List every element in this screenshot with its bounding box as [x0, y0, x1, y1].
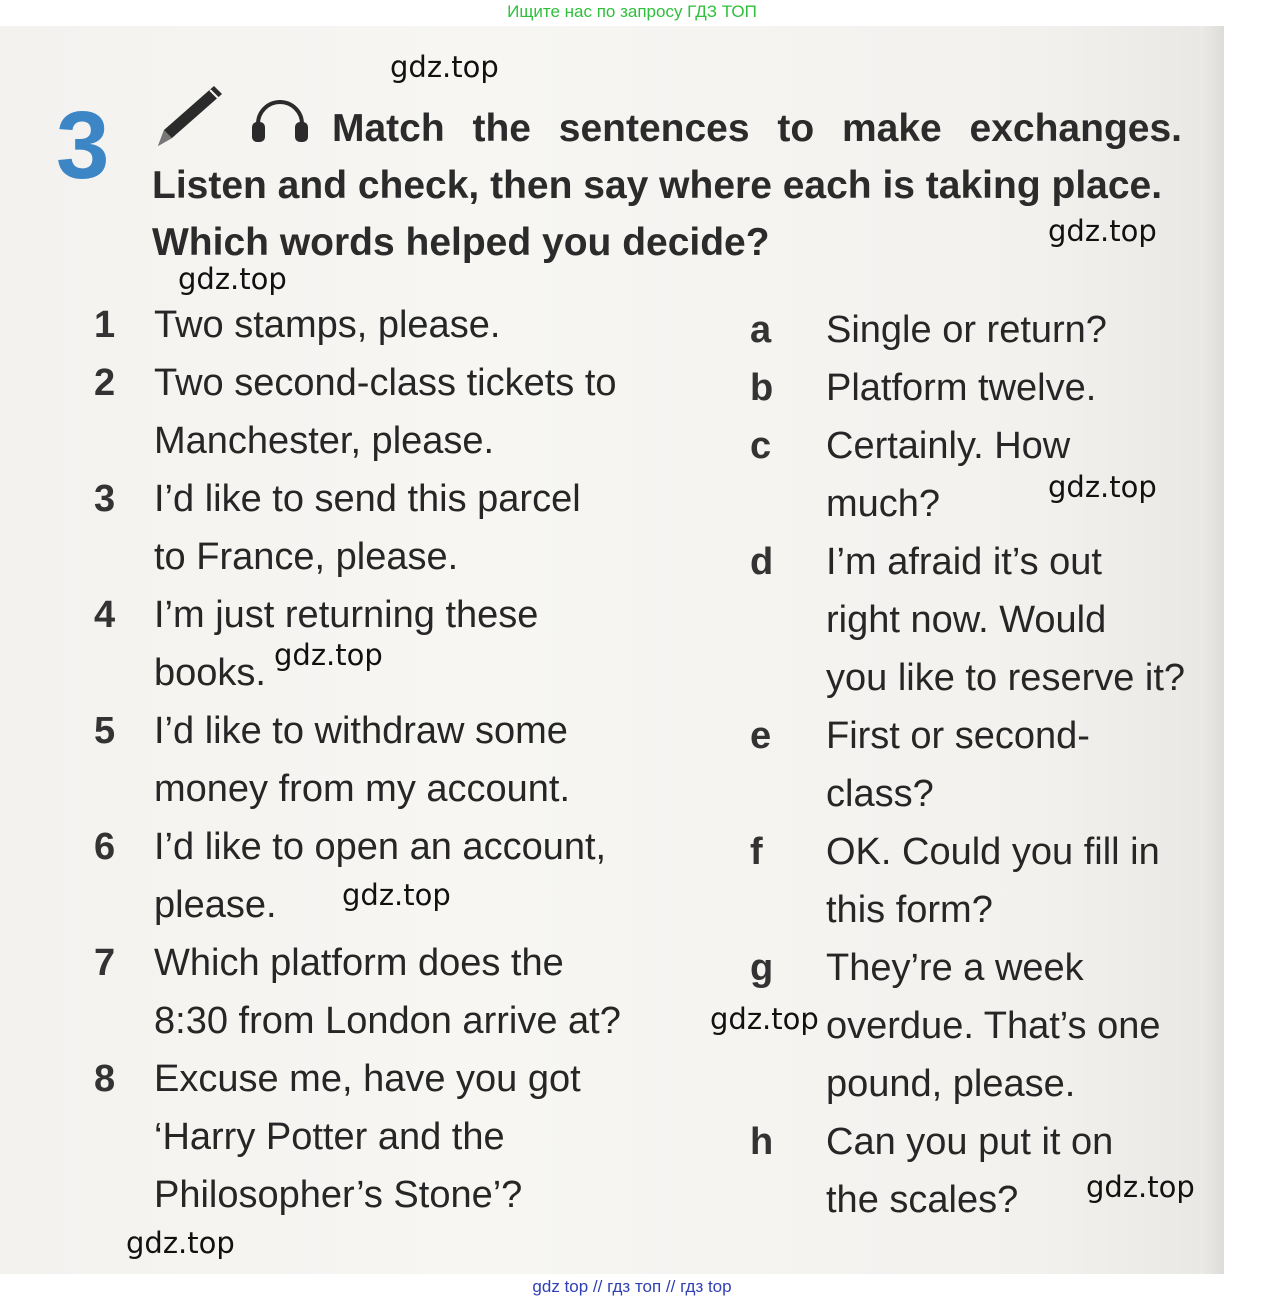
item-text: Philosopher’s Stone’?: [154, 1174, 523, 1216]
sentence-item-6: [94, 818, 714, 934]
item-text: Excuse me, have you got: [154, 1058, 581, 1100]
item-text: Two stamps, please.: [154, 304, 501, 346]
textbook-page: [0, 26, 1224, 1274]
item-text: I’m just returning these: [154, 594, 539, 636]
watermark: gdz.top: [342, 878, 451, 912]
watermark: gdz.top: [1048, 214, 1157, 248]
sentences-list: [94, 296, 714, 1224]
item-text: Single or return?: [826, 309, 1107, 351]
item-letter: c: [750, 425, 772, 467]
sentence-item-7: [94, 934, 714, 1050]
item-text: much?: [826, 483, 941, 525]
watermark: gdz.top: [178, 262, 287, 296]
item-letter: e: [750, 715, 772, 757]
item-number: 7: [94, 942, 116, 984]
item-text: I’d like to open an account,: [154, 826, 607, 868]
item-text: Certainly. How: [826, 425, 1071, 467]
item-text: this form?: [826, 889, 993, 931]
item-number: 6: [94, 826, 116, 868]
response-item-d: [750, 533, 1210, 707]
item-text: First or second-: [826, 715, 1090, 757]
responses-list: [750, 301, 1210, 1229]
item-letter: f: [750, 831, 763, 873]
item-letter: a: [750, 309, 772, 351]
watermark: gdz.top: [274, 638, 383, 672]
response-item-g: [750, 939, 1210, 1113]
item-text: Two second-class tickets to: [154, 362, 617, 404]
instruction-line-1: Match the sentences to make exchanges.: [332, 107, 1182, 150]
item-text: pound, please.: [826, 1063, 1076, 1105]
item-text: ‘Harry Potter and the: [154, 1116, 505, 1158]
item-number: 1: [94, 304, 116, 346]
watermark: gdz.top: [1048, 470, 1157, 504]
item-text: right now. Would: [826, 599, 1107, 641]
sentence-item-2: [94, 354, 714, 470]
sentence-item-5: [94, 702, 714, 818]
item-number: 4: [94, 594, 116, 636]
response-item-f: [750, 823, 1210, 939]
watermark: gdz.top: [390, 50, 499, 84]
item-text: Which platform does the: [154, 942, 564, 984]
response-item-b: [750, 359, 1210, 417]
exercise-number: 3: [56, 92, 110, 199]
item-letter: h: [750, 1121, 774, 1163]
item-number: 5: [94, 710, 116, 752]
watermark: gdz.top: [126, 1226, 235, 1260]
item-text: Platform twelve.: [826, 367, 1097, 409]
item-text: money from my account.: [154, 768, 571, 810]
top-banner: Ищите нас по запросу ГДЗ ТОП: [507, 2, 757, 21]
response-item-a: [750, 301, 1210, 359]
item-text: books.: [154, 652, 266, 694]
item-letter: g: [750, 947, 774, 989]
exercise-instructions: [152, 100, 1182, 271]
item-text: Manchester, please.: [154, 420, 495, 462]
instruction-line-2: Listen and check, then say where each is taking place.: [152, 164, 1163, 207]
sentence-item-4: [94, 586, 714, 702]
response-item-e: [750, 707, 1210, 823]
item-number: 8: [94, 1058, 116, 1100]
item-number: 3: [94, 478, 116, 520]
item-text: class?: [826, 773, 934, 815]
item-text: I’m afraid it’s out: [826, 541, 1102, 583]
item-text: Can you put it on: [826, 1121, 1114, 1163]
sentence-item-1: [94, 296, 714, 354]
sentence-item-3: [94, 470, 714, 586]
instruction-line-3: Which words helped you decide?: [152, 221, 770, 264]
item-number: 2: [94, 362, 116, 404]
item-text: I’d like to send this parcel: [154, 478, 581, 520]
item-text: OK. Could you fill in: [826, 831, 1160, 873]
watermark: gdz.top: [710, 1002, 819, 1036]
item-text: to France, please.: [154, 536, 459, 578]
item-text: overdue. That’s one: [826, 1005, 1161, 1047]
item-text: please.: [154, 884, 277, 926]
item-letter: d: [750, 541, 774, 583]
item-text: 8:30 from London arrive at?: [154, 1000, 621, 1042]
watermark: gdz.top: [1086, 1170, 1195, 1204]
sentence-item-8: [94, 1050, 714, 1224]
item-text: the scales?: [826, 1179, 1019, 1221]
item-text: I’d like to withdraw some: [154, 710, 568, 752]
item-text: you like to reserve it?: [826, 657, 1186, 699]
item-text: They’re a week: [826, 947, 1084, 989]
bottom-banner: gdz top // гдз топ // гдз top: [532, 1277, 732, 1296]
item-letter: b: [750, 367, 774, 409]
